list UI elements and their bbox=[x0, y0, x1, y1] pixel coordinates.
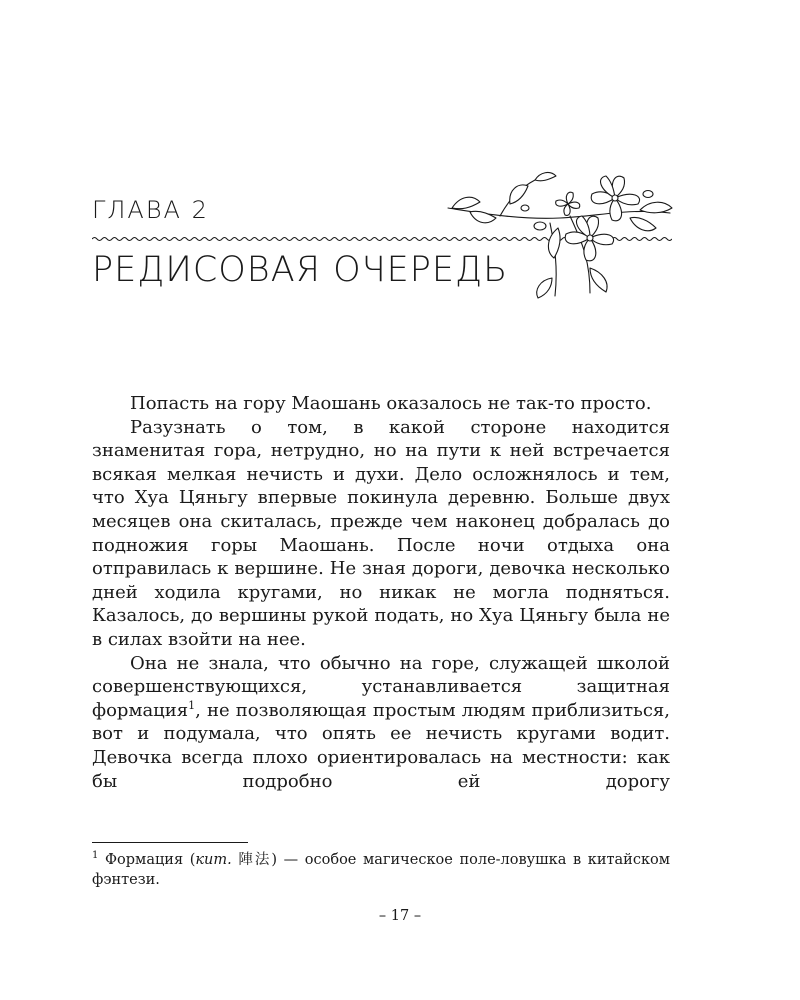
footnote-chinese-characters: 陣法 bbox=[231, 852, 272, 868]
footnote-abbreviation: кит. bbox=[195, 852, 232, 868]
chapter-label: ГЛАВА 2 bbox=[92, 196, 209, 224]
paragraph-3 bbox=[92, 652, 670, 794]
footnote-term: Формация ( bbox=[98, 852, 196, 868]
main-text bbox=[92, 392, 670, 793]
flower-branch-illustration bbox=[440, 168, 675, 303]
paragraph-3-start: Она не знала, что обычно на горе, служащей школой совершенствующихся, устанавливается защитная формация bbox=[92, 652, 670, 721]
paragraph-3-end: , не позволяющая простым людям приблизиться, вот и подумала, что опять ее нечисть кругами водит. Девочка всегда плохо ориентировалась на местности: как бы подробно ей дорогу bbox=[92, 699, 670, 792]
chapter-title: РЕДИСОВАЯ ОЧЕРЕДЬ bbox=[92, 250, 509, 290]
footnote-separator bbox=[92, 842, 248, 843]
footnote-reference[interactable]: 1 bbox=[188, 698, 196, 712]
paragraph-1: Попасть на гору Маошань оказалось не так-то просто. bbox=[130, 393, 652, 414]
paragraph-2: Разузнать о том, в какой стороне находится знаменитая гора, нетрудно, но на пути к ней встречается всякая мелкая нечисть и духи. Дело осложнялось и тем, что Хуа Цяньгу впервые покинула деревню. Больше двух месяцев она скиталась, прежде чем наконец добралась до подножия горы Маошань. После ночи отдыха она отправилась к вершине. Не зная дороги, девочка несколько дней ходила кругами, но никак не могла подняться. Казалось, до вершины рукой подать, но Хуа Цяньгу была не в силах взойти на нее. bbox=[92, 416, 670, 650]
footnote bbox=[92, 850, 670, 890]
page-number: – 17 – bbox=[378, 908, 422, 924]
footnote-number: 1 bbox=[92, 850, 99, 862]
footnote-definition: ) — особое магическое поле-ловушка в китайском фэнтези. bbox=[92, 852, 671, 888]
